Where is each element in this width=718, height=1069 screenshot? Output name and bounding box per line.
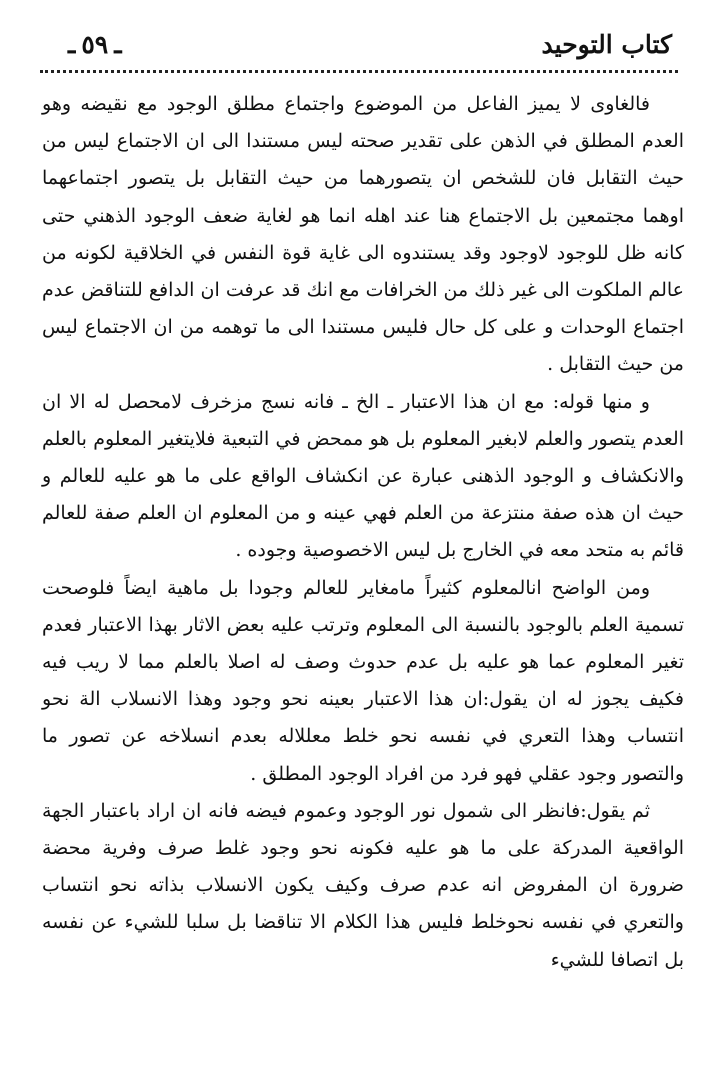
page-number: ٥٩ (81, 30, 109, 59)
paragraph-4: ثم يقول:فانظر الى شمول نور الوجود وعموم فيضه فانه ان اراد باعتبار الجهة الواقعية المدركة على ما هو عليه فكونه نحو وجود غلط صرف وفرية محضة ضرورة ان المفروض انه عدم صرف وكيف يكون الانسلاب بذاته نحو انتساب والتعري في نفسه نحوخلط فليس هذا الكلام الا تناقضا بل سلبا للشيء عن نفسه بل اتصافا للشيء (42, 799, 684, 971)
page-number-group (62, 30, 128, 59)
paragraph-2: و منها قوله: مع ان هذا الاعتبار ـ الخ ـ فانه نسج مزخرف لامحصل له الا ان العدم يتصور والعلم لابغير المعلوم بل هو ممحض في التبعية فلايتغير المعلوم بالعلم والانكشاف و الوجود الذهنى عبارة عن انكشاف الواقع على ما هو عليه للعالم و حيث ان هذه صفة منتزعة من العلم فهي عينه و من المعلوم ان العلم صفة للعالم قائم به متحد معه في الخارج بل ليس الاخصوصية وجوده . (42, 390, 684, 562)
dash-left: ـ (114, 30, 122, 59)
paragraph-3: ومن الواضح انالمعلوم كثيراً مامغاير للعالم وجودا بل ماهية ايضاً فلوصحت تسمية العلم بالوجود بالنسبة الى المعلوم وترتب عليه بعض الاثار بهذا الاعتبار فعدم تغير المعلوم عما هو عليه بل عدم حدوث وصف له اصلا بالعلم مما لا ريب فيه فكيف يجوز له ان يقول:ان هذا الاعتبار بعينه نحو وجود وهذا الانسلاب الة نحو انتساب وهذا التعري في نفسه نحو خلط معللاله بعدم انسلاخه عن تصور ما والتصور وجود عقلي فهو فرد من افراد الوجود المطلق . (42, 576, 684, 785)
dash-right: ـ (68, 30, 76, 59)
page-header (46, 24, 672, 64)
header-dotted-rule (40, 70, 678, 73)
book-title: كتاب التوحيد (541, 30, 672, 59)
paragraph-1: فالغاوى لا يميز الفاعل من الموضوع واجتماع مطلق الوجود مع نقيضه وهو العدم المطلق في الذهن على تقدير صحته ليس مستندا الى ان الاجتماع ليس من حيث التقابل فان للشخص ان يتصورهما من حيث التقابل بل يتصور اجتماعهما اوهما مجتمعين بل الاجتماع هنا عند اهله انما هو لغاية ضعف الوجود الذهني حتى كانه ظل للوجود لاوجود وقد يستندوه الى غاية قوة النفس في الخلاقية لكونه من عالم الملكوت الى غير ذلك من الخرافات مع انك قد عرفت ان الدافع للتناقض عدم اجتماع الوحدات و على كل حال فليس مستندا الى ما توهمه من ان الاجتماع ليس من حيث التقابل . (42, 93, 684, 376)
main-text (42, 86, 684, 979)
